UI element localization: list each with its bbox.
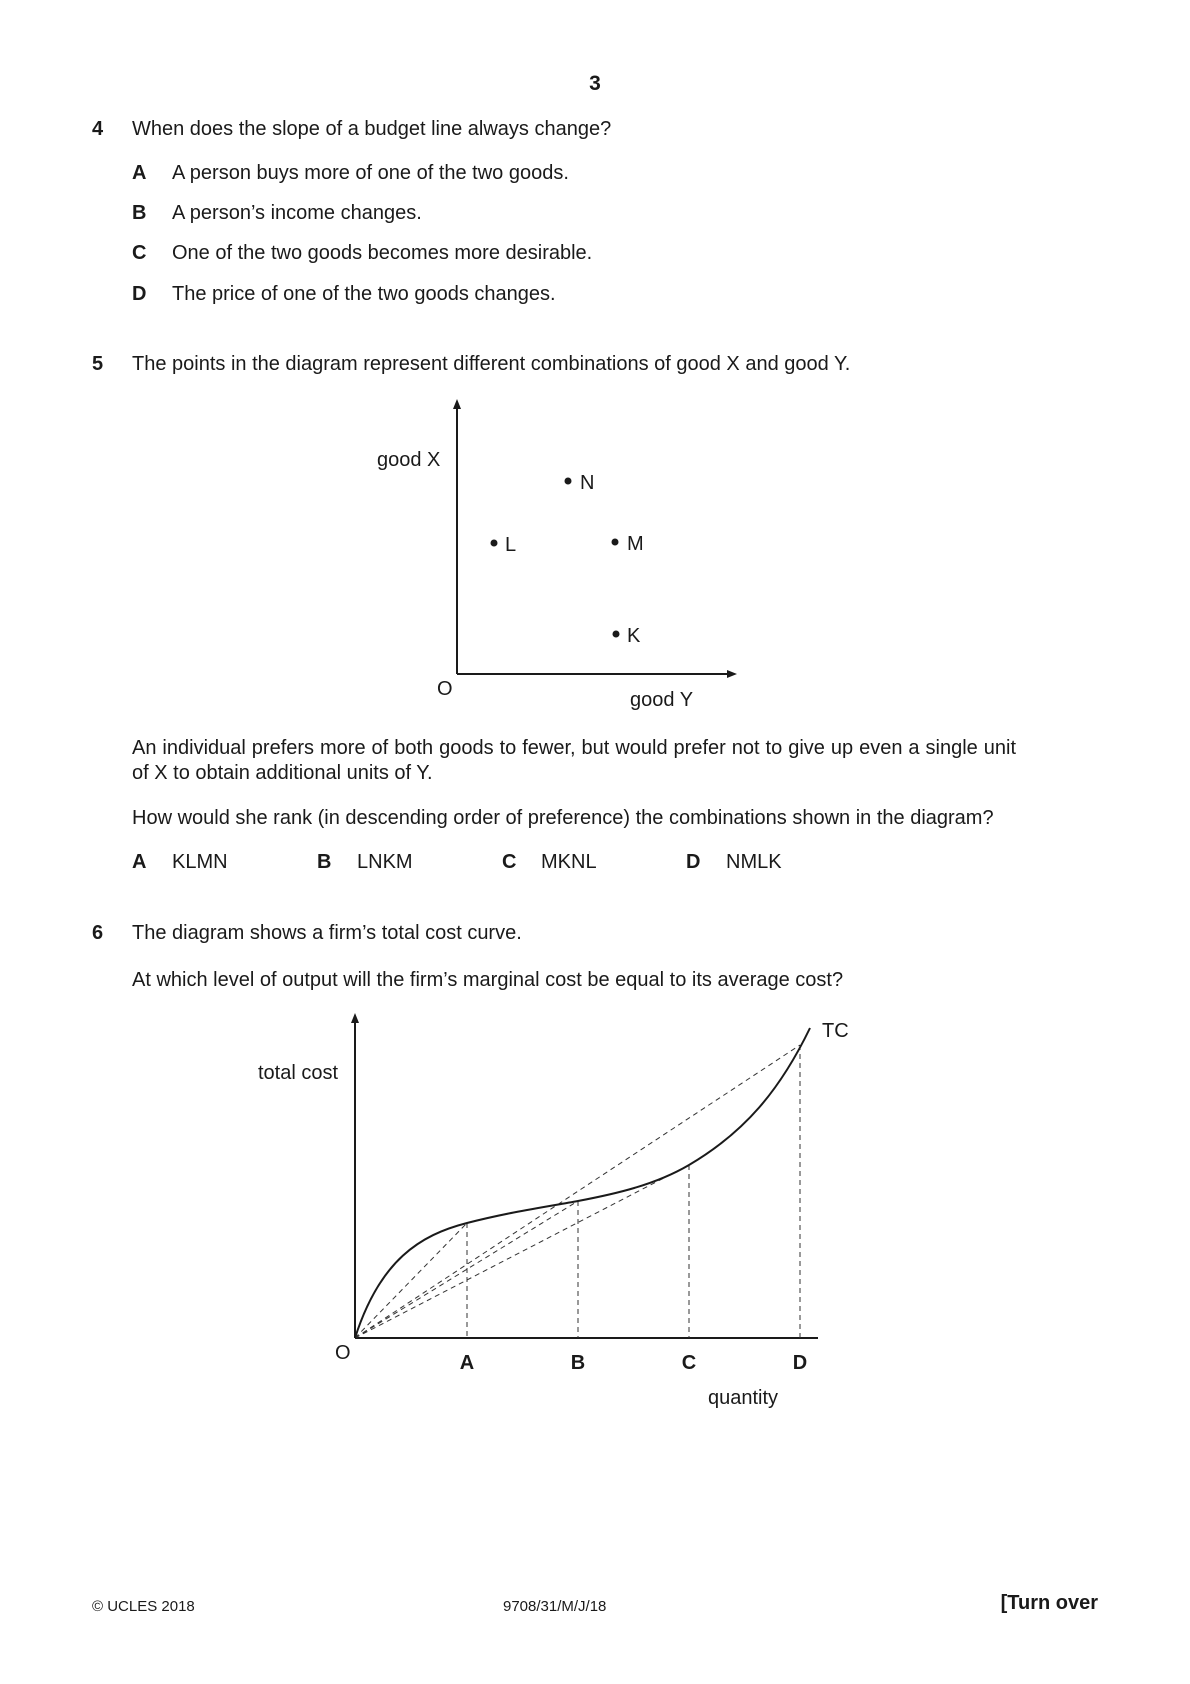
option-letter-c: C [502, 851, 517, 873]
option-text-b: LNKM [357, 851, 413, 873]
x-axis-label: good Y [630, 689, 694, 711]
y-axis-label: total cost [258, 1062, 339, 1084]
option-letter-c: C [132, 242, 147, 264]
ray-to-c [355, 1165, 689, 1338]
option-letter-b: B [132, 202, 147, 224]
question-paragraph: An individual prefers more of both goods to fewer, but would prefer not to give up even a single unit of X to obtain additional units of Y. [132, 737, 1016, 784]
option-text-d: The price of one of the two goods changes. [172, 283, 556, 305]
option-text-b: A person’s income changes. [172, 202, 422, 224]
option-letter-a: A [132, 851, 147, 873]
question-number: 6 [92, 922, 104, 944]
option-text-a: A person buys more of one of the two goods. [172, 162, 569, 184]
point-k-label: K [627, 625, 641, 647]
option-letter-a: A [132, 162, 147, 184]
y-axis-label: good X [377, 449, 441, 471]
question-number: 5 [92, 353, 104, 375]
option-text-c: MKNL [541, 851, 597, 873]
point-n-label: N [580, 472, 595, 494]
option-letter-b: B [317, 851, 332, 873]
option-text-d: NMLK [726, 851, 782, 873]
footer-turn-over: [Turn over [1000, 1592, 1098, 1614]
total-cost-curve [355, 1028, 810, 1338]
x-tick-b: B [570, 1352, 586, 1374]
curve-label: TC [822, 1020, 849, 1042]
question-text: When does the slope of a budget line always change? [132, 118, 612, 140]
question-text: The diagram shows a firm’s total cost curve. [132, 922, 522, 944]
option-letter-d: D [686, 851, 701, 873]
question-number: 4 [92, 118, 104, 140]
origin-label: O [335, 1342, 351, 1364]
ray-to-a [355, 1223, 467, 1338]
footer-code: 9708/31/M/J/18 [503, 1598, 607, 1615]
x-tick-c: C [681, 1352, 697, 1374]
footer-copyright: © UCLES 2018 [92, 1598, 195, 1615]
x-tick-d: D [792, 1352, 808, 1374]
point-m-label: M [627, 533, 644, 555]
question-text: The points in the diagram represent different combinations of good X and good Y. [132, 353, 851, 375]
origin-label: O [437, 678, 453, 700]
option-text-c: One of the two goods becomes more desirable. [172, 242, 593, 264]
point-l-label: L [505, 534, 517, 556]
option-letter-d: D [132, 283, 147, 305]
question-prompt: How would she rank (in descending order of preference) the combinations shown in the diagram? [132, 807, 994, 829]
x-axis-label: quantity [708, 1387, 779, 1409]
page-number: 3 [589, 72, 601, 95]
question-prompt: At which level of output will the firm’s marginal cost be equal to its average cost? [132, 969, 844, 991]
option-text-a: KLMN [172, 851, 228, 873]
x-tick-a: A [459, 1352, 475, 1374]
